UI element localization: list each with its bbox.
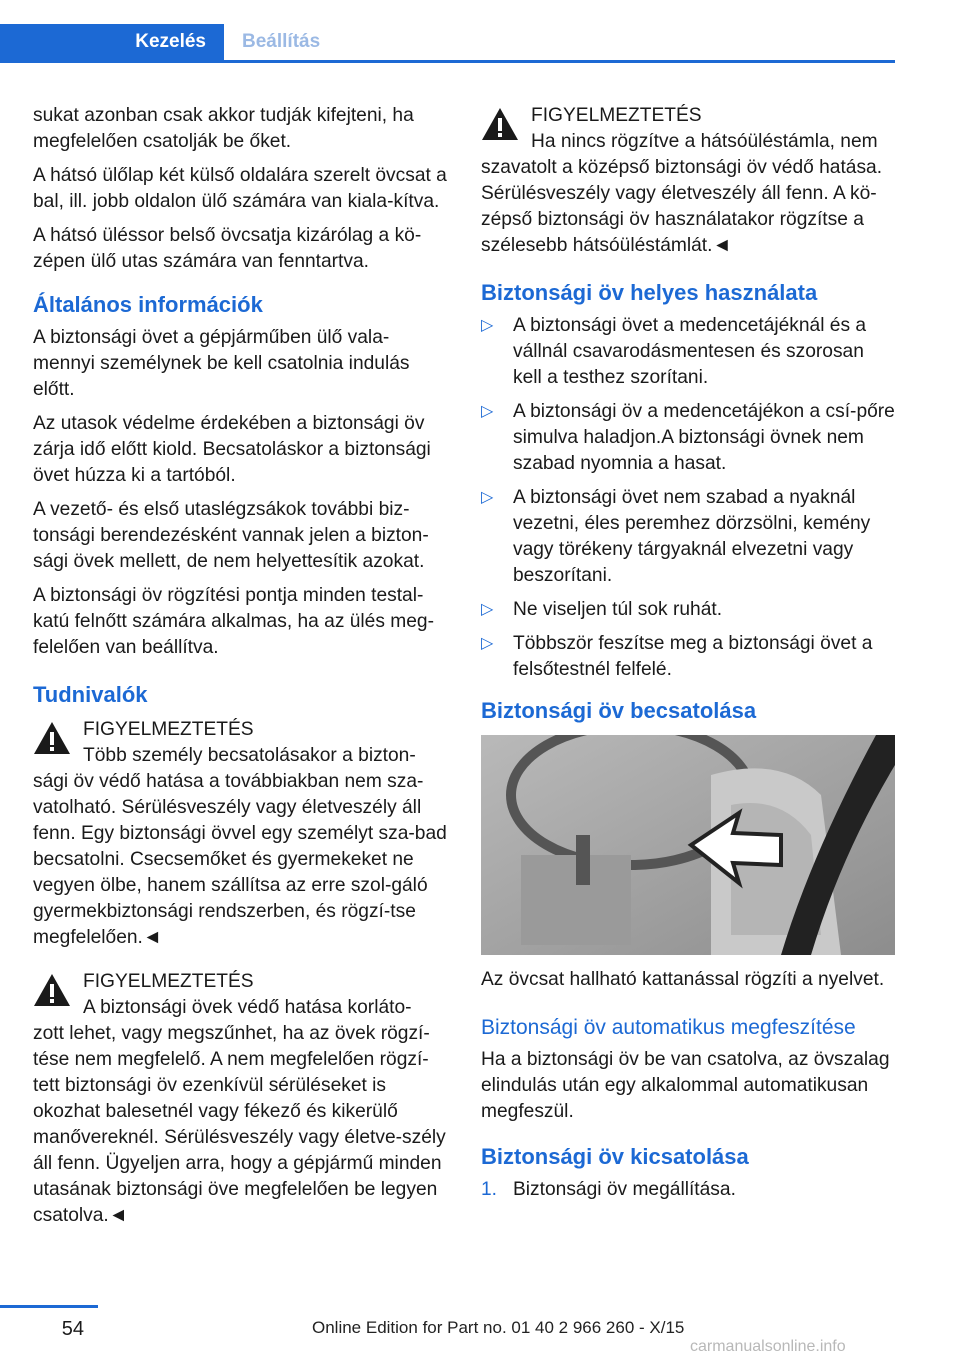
paragraph: A biztonsági övet a gépjárműben ülő vala‐mennyi személynek be kell csatolnia indulás előtt.	[33, 327, 410, 400]
footer-divider	[0, 1305, 98, 1308]
seatbelt-photo	[481, 735, 895, 955]
warning-text-first-line: A biztonsági övek védő hatása korláto‐	[83, 997, 412, 1018]
page-header	[0, 24, 895, 62]
watermark: carmanualsonline.info	[690, 1338, 846, 1355]
seatbelt-illustration	[481, 735, 895, 955]
heading-notes: Tudnivalók	[33, 682, 148, 707]
header-divider	[0, 60, 895, 63]
warning-title: FIGYELMEZTETÉS	[83, 719, 254, 740]
warning-block	[33, 969, 448, 1229]
paragraph: Az utasok védelme érdekében a biztonsági öv zárja idő előtt kiold. Becsatoláskor a biztonsági övet húzza ki a tartóból.	[33, 413, 431, 486]
paragraph: sukat azonban csak akkor tudják kifejteni, ha megfelelően csatolják be őket.	[33, 105, 414, 152]
bullet-triangle-icon: ▷	[481, 317, 494, 334]
paragraph: Ha a biztonsági öv be van csatolva, az övszalag elindulás után egy alkalommal automatikusan megfeszül.	[481, 1049, 890, 1122]
left-column	[33, 103, 448, 1239]
warning-block	[33, 717, 448, 951]
heading-correct-use: Biztonsági öv helyes használata	[481, 280, 818, 305]
tab-kezeles[interactable]: Kezelés	[0, 24, 224, 60]
paragraph: A hátsó üléssor belső övcsatja kizárólag a kö‐zépen ülő utas számára van fenntartva.	[33, 225, 422, 272]
warning-text-first-line: Ha nincs rögzítve a hátsóüléstámla, nem	[531, 131, 878, 152]
heading-unfastening: Biztonsági öv kicsatolása	[481, 1144, 749, 1169]
step-text: Biztonsági öv megállítása.	[513, 1179, 736, 1200]
bullet-triangle-icon: ▷	[481, 635, 494, 652]
bullet-triangle-icon: ▷	[481, 601, 494, 618]
photo-caption: Az övcsat hallható kattanással rögzíti a nyelvet.	[481, 969, 885, 990]
warning-text: szavatolt a középső biztonsági öv védő hatása. Sérülésveszély vagy életveszély áll fenn. A kö‐zépső biztonsági öv használatakor rögzítse a szélesebb hátsóüléstámlát.◄	[481, 157, 883, 256]
heading-auto-tension: Biztonsági öv automatikus megfeszítése	[481, 1016, 856, 1039]
paragraph: A hátsó ülőlap két külső oldalára szerelt övcsat a bal, ill. jobb oldalon ülő számára van kiala‐kítva.	[33, 165, 447, 212]
warning-text-first-line: Több személy becsatolásakor a bizton‐	[83, 745, 416, 766]
heading-general-info: Általános információk	[33, 292, 263, 317]
bullet-triangle-icon: ▷	[481, 403, 494, 420]
bullet-list	[481, 313, 896, 683]
paragraph: A biztonsági öv rögzítési pontja minden testal‐katú felnőtt számára alkalmas, ha az ülés meg‐felelően van beállítva.	[33, 585, 434, 658]
warning-triangle-icon	[33, 973, 71, 1007]
warning-triangle-icon	[33, 721, 71, 755]
warning-block	[481, 103, 896, 259]
warning-triangle-icon	[481, 107, 519, 141]
list-item: ▷ Többször feszítse meg a biztonsági övet a felsőtestnél felfelé.	[481, 633, 873, 680]
paragraph: A vezető- és első utaslégzsákok további biz‐tonsági berendezésként vannak jelen a bizton‐sági övek mellett, de nem helyettesítik azokat.	[33, 499, 429, 572]
tab-beallitas[interactable]: Beállítás	[224, 24, 895, 60]
warning-text: zott lehet, vagy megszűnhet, ha az övek rögzí‐tése nem megfelelő. A nem megfelelően rögzí‐tett biztonsági öv ezenkívül sérüléseket is okozhat balesetnél vagy fékező és kikerülő manővereknél. Sérülésveszély vagy életve‐szély áll fenn. Ügyeljen arra, hogy a gépjármű minden utasának biztonsági öve megfelelően be legyen csatolva.◄	[33, 1023, 446, 1226]
step-number: 1.	[481, 1179, 498, 1200]
page-number: 54	[61, 1318, 84, 1340]
step-list	[481, 1177, 896, 1203]
list-item	[481, 1177, 896, 1203]
heading-fastening: Biztonsági öv becsatolása	[481, 698, 757, 723]
right-column	[481, 103, 896, 1203]
warning-title: FIGYELMEZTETÉS	[531, 105, 702, 126]
bullet-triangle-icon: ▷	[481, 489, 494, 506]
list-item: ▷ A biztonsági övet a medencetájéknál és a vállnál csavarodásmentesen és szorosan kell a testhez szorítani.	[481, 315, 867, 388]
warning-text: sági öv védő hatása a továbbiakban nem sza‐vatolható. Sérülésveszély vagy életveszély áll fenn. Egy biztonsági övvel egy személyt sza‐bad becsatolni. Csecsemőket és gyermekeket ne vegyen ölbe, hanem szállítsa az erre szol‐gáló gyermekbiztonsági rendszerben, és rögzí‐tse megfelelően.◄	[33, 771, 447, 948]
edition-text: Online Edition for Part no. 01 40 2 966 260 - X/15	[312, 1318, 685, 1337]
list-item: ▷ A biztonsági övet nem szabad a nyaknál vezetni, éles peremhez dörzsölni, kemény vagy törékeny tárgyaknál elvezetni vagy beszorítani.	[481, 487, 871, 586]
warning-title: FIGYELMEZTETÉS	[83, 971, 254, 992]
list-item: ▷ A biztonsági öv a medencetájékon a csí‐pőre simulva haladjon.A biztonsági övnek nem szabad nyomnia a hasat.	[481, 401, 895, 474]
list-item: ▷ Ne viseljen túl sok ruhát.	[481, 597, 896, 623]
